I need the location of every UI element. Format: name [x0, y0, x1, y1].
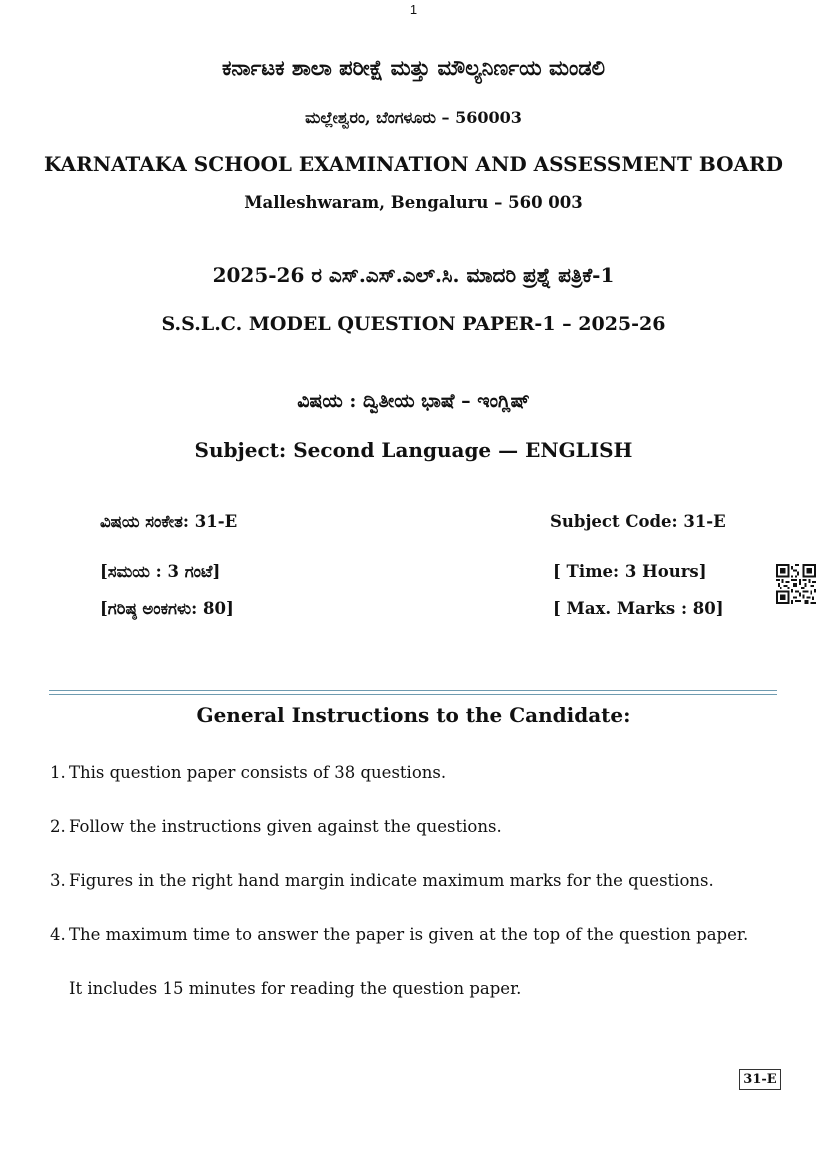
paper-title-kannada: 2025-26 ರ ಎಸ್.ಎಸ್.ಎಲ್.ಸಿ. ಮಾದರಿ ಪ್ರಶ್ನೆ ಪತ್ರಿಕೆ-1 [212, 263, 615, 287]
max-marks-kannada: [ಗರಿಷ್ಠ ಅಂಕಗಳು: 80] [100, 599, 234, 618]
subject-kannada: ವಿಷಯ : ದ್ವಿತೀಯ ಭಾಷೆ – ಇಂಗ್ಲಿಷ್ [297, 390, 530, 412]
instructions-title: General Instructions to the Candidate: [196, 703, 631, 727]
board-address-english: Malleshwaram, Bengaluru – 560 003 [244, 193, 583, 212]
subject-english: Subject: Second Language — ENGLISH [194, 438, 633, 462]
page-number: 1 [409, 2, 418, 17]
divider-line-bottom [49, 694, 777, 695]
subject-code-english: Subject Code: 31-E [550, 512, 726, 531]
instruction-number: 2. [50, 817, 66, 836]
instruction-number: 1. [50, 763, 66, 782]
max-marks-english: [ Max. Marks : 80] [553, 599, 724, 618]
instruction-continuation: It includes 15 minutes for reading the question paper. [69, 979, 522, 998]
divider-line-top [49, 690, 777, 691]
instruction-item [50, 871, 714, 890]
board-name-english: KARNATAKA SCHOOL EXAMINATION AND ASSESSMENT BOARD [43, 152, 784, 176]
time-kannada: [ಸಮಯ : 3 ಗಂಟೆ] [100, 562, 221, 581]
instruction-item [50, 925, 748, 944]
time-english: [ Time: 3 Hours] [553, 562, 707, 581]
instruction-item [50, 763, 446, 782]
board-address-kannada: ಮಲ್ಲೇಶ್ವರಂ, ಬೆಂಗಳೂರು – 560003 [305, 108, 522, 127]
instruction-text: This question paper consists of 38 questions. [69, 763, 447, 782]
instruction-text: Figures in the right hand margin indicate maximum marks for the questions. [69, 871, 714, 890]
instruction-number: 4. [50, 925, 66, 944]
qr-code-icon [776, 564, 816, 604]
instruction-item [50, 817, 502, 836]
subject-code-box: 31-E [739, 1069, 781, 1090]
instruction-text: Follow the instructions given against the questions. [69, 817, 502, 836]
subject-code-kannada: ವಿಷಯ ಸಂಕೇತ: 31-E [100, 512, 238, 531]
board-name-kannada: ಕರ್ನಾಟಕ ಶಾಲಾ ಪರೀಕ್ಷೆ ಮತ್ತು ಮೌಲ್ಯನಿರ್ಣಯ ಮಂಡಲಿ [221, 55, 606, 80]
instruction-number: 3. [50, 871, 66, 890]
paper-title-english: S.S.L.C. MODEL QUESTION PAPER-1 – 2025-26 [161, 313, 666, 335]
instruction-text: The maximum time to answer the paper is given at the top of the question paper. [69, 925, 749, 944]
